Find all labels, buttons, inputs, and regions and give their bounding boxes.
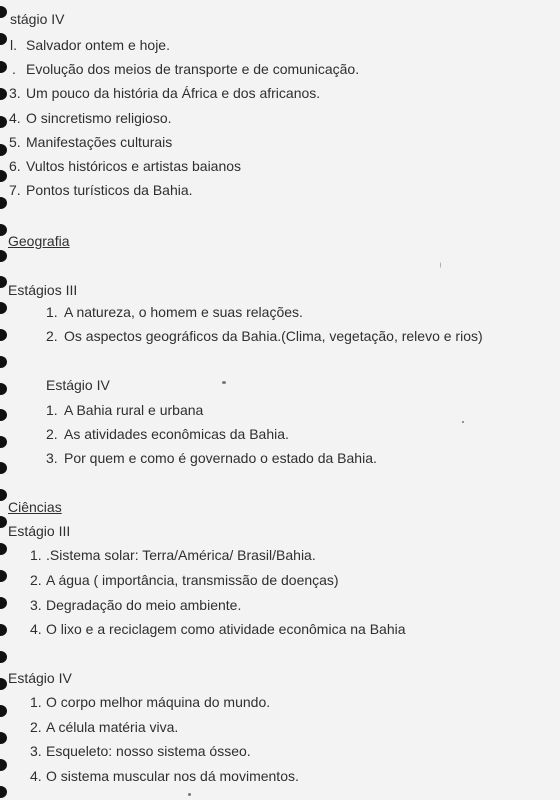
list-item: O lixo e a reciclagem como atividade econômica na Bahia [46,621,406,637]
list-item-number: 5. [9,134,21,150]
list-item: O sincretismo religioso. [26,110,172,126]
list-item: Esqueleto: nosso sistema ósseo. [46,743,251,759]
list-item-number: 1. [46,304,58,320]
list-item: A água ( importância, transmissão de doenças) [46,572,339,588]
list-item-number: 7. [9,182,21,198]
stage-title: Estágio III [8,523,71,539]
list-item: Salvador ontem e hoje. [26,37,170,53]
list-item-number: 3. [30,597,42,613]
list-item: Vultos históricos e artistas baianos [26,158,242,174]
list-item-number: 1. [30,547,42,563]
list-item: A Bahia rural e urbana [64,402,204,418]
list-item: Evolução dos meios de transporte e de comunicação. [26,61,360,77]
stage-title: Estágio IV [46,377,110,393]
section-heading-ciencias: Ciências [8,499,62,515]
list-item: O corpo melhor máquina do mundo. [46,694,271,710]
list-item: A célula matéria viva. [46,719,179,735]
list-item: .Sistema solar: Terra/América/ Brasil/Bahia. [46,547,316,563]
list-item-number: 3. [46,450,58,466]
list-item-number: 3. [30,743,42,759]
list-item-number: 3. [9,85,21,101]
list-item-number: 2. [46,426,58,442]
list-item: Manifestações culturais [26,134,173,150]
list-item-number: . [12,61,16,77]
list-item: Um pouco da história da África e dos africanos. [26,85,321,101]
list-item: O sistema muscular nos dá movimentos. [46,768,299,784]
list-item: Pontos turísticos da Bahia. [26,182,193,198]
list-item-number: 2. [46,328,58,344]
list-item-number: 2. [30,719,42,735]
list-item-number: 6. [9,158,21,174]
list-item: Por quem e como é governado o estado da Bahia. [64,450,377,466]
list-item: As atividades econômicas da Bahia. [64,426,289,442]
stage-title: Estágio IV [8,670,72,686]
list-item-number: 1. [30,694,42,710]
list-item-number: 4. [30,768,42,784]
list-item: A natureza, o homem e suas relações. [64,304,303,320]
stage-title: stágio IV [10,11,65,27]
list-item-number: 1. [46,402,58,418]
list-item-number: 2. [30,572,42,588]
section-heading-geografia: Geografia [8,233,70,249]
list-item: Degradação do meio ambiente. [46,597,242,613]
list-item-number: 4. [30,621,42,637]
stage-title: Estágios III [8,282,78,298]
list-item: Os aspectos geográficos da Bahia.(Clima, vegetação, relevo e rios) [64,328,483,344]
list-item-number: 4. [9,110,21,126]
list-item-number: l. [10,37,17,53]
